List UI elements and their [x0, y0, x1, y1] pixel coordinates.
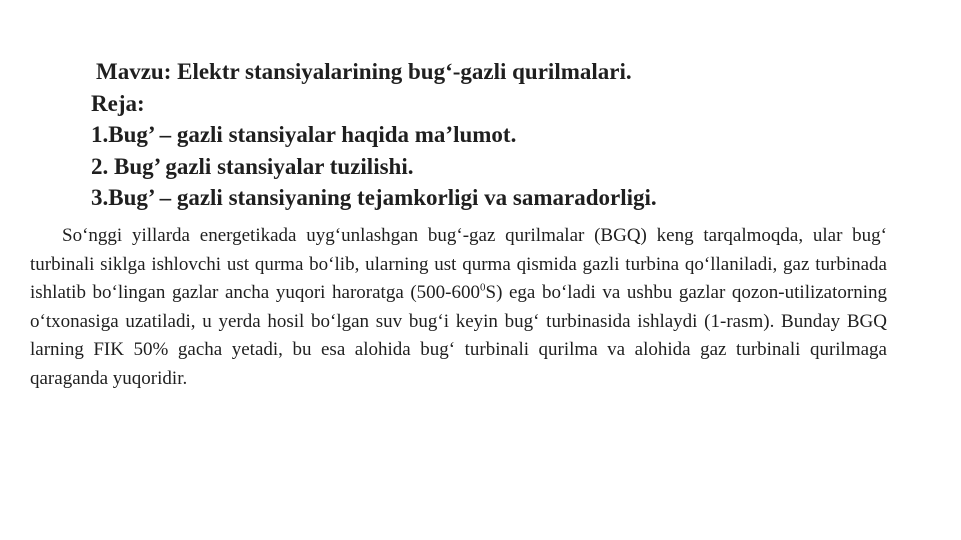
body-paragraph [30, 222, 887, 394]
plan-item-2: 2. Bug’ gazli stansiyalar tuzilishi. [91, 153, 414, 179]
topic-title: Mavzu: Elektr stansiyalarining bug‘-gazli qurilmalari. [96, 59, 632, 84]
degree-superscript: 0 [480, 281, 486, 294]
body-text-part-2: S) ega bo‘ladi va ushbu gazlar qozon-utilizatorning o‘txonasiga uzatiladi, u yerda hosil bo‘lgan suv bug‘i keyin bug‘ turbinasida ishlaydi (1-rasm). Bunday BGQ larning FIK 50% gacha yetadi, bu esa alohida bug‘ turbinali qurilma va alohida gaz turbinali qurilmaga qaraganda yuqoridir. [30, 282, 887, 389]
plan-item-3: 3.Bug’ – gazli stansiyaning tejamkorligi va samaradorligi. [91, 185, 657, 210]
plan-item-1: 1.Bug’ – gazli stansiyalar haqida ma’lumot. [91, 122, 517, 147]
body-text-part-1: So‘nggi yillarda energetikada uyg‘unlashgan bug‘-gaz qurilmalar (BGQ) keng tarqalmoqda, ular bug‘ turbinali siklga ishlovchi ust qurma bo‘lib, ularning ust qurma qismida gazli turbina qo‘llaniladi, gaz turbinada ishlatib bo‘lingan gazlar ancha yuqori haroratga (500-600 [30, 225, 887, 304]
heading-block [91, 56, 911, 214]
plan-label: Reja: [91, 90, 145, 116]
